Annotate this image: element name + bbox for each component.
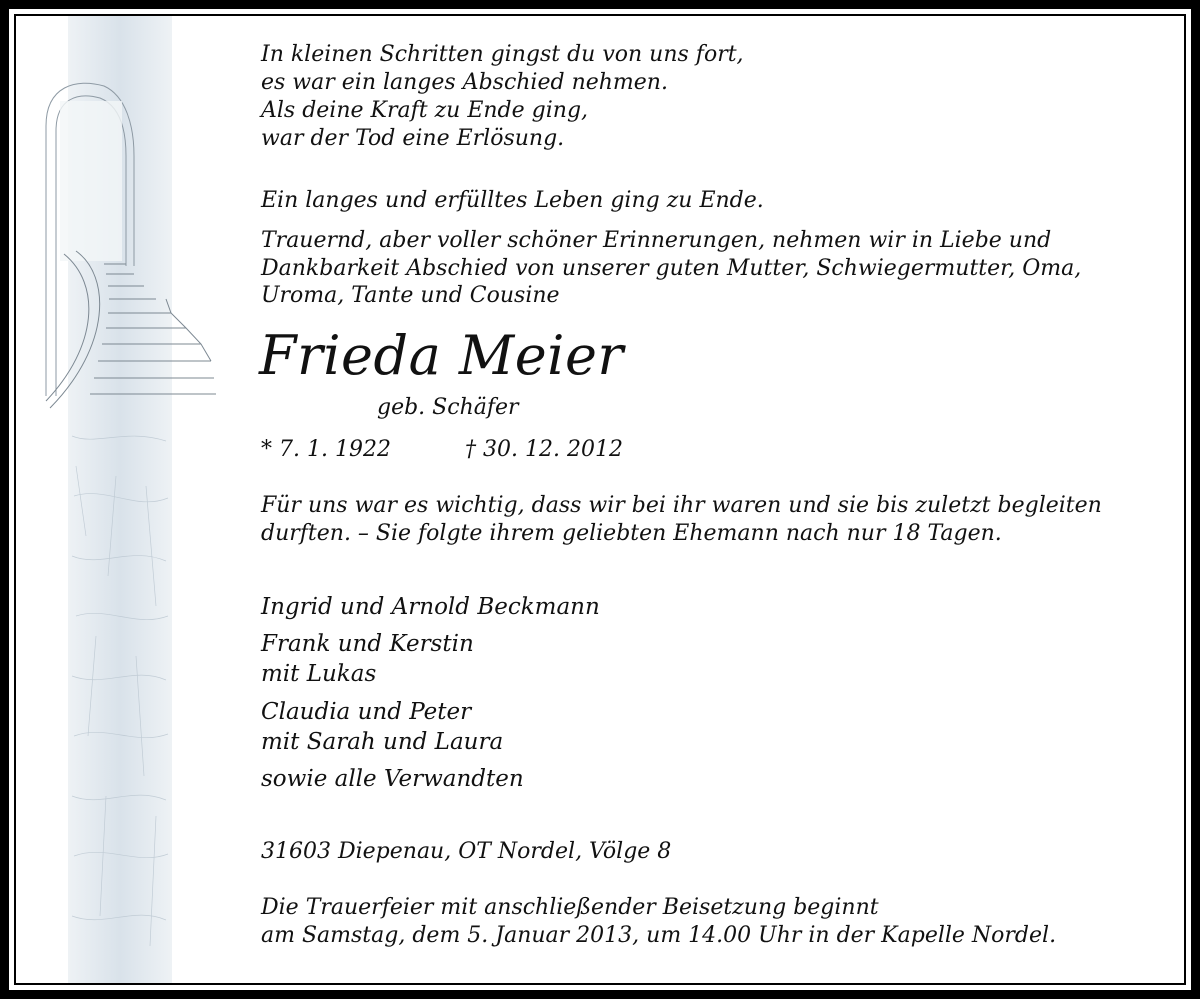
statement-line: durften. – Sie folgte ihrem geliebten Ehemann nach nur 18 Tagen. [261, 520, 1002, 546]
poem-line: Als deine Kraft zu Ende ging, [261, 98, 589, 123]
ceremony-line: Die Trauerfeier mit anschließender Beisetzung beginnt [261, 895, 879, 920]
ceremony-line: am Samstag, dem 5. Januar 2013, um 14.00 Uhr in der Kapelle Nordel. [261, 922, 1057, 948]
family-member: Claudia und Peter [261, 699, 472, 725]
statement [261, 492, 1102, 547]
family-member: Frank und Kerstin [261, 631, 474, 657]
mourning-line: Trauernd, aber voller schöner Erinnerungen, nehmen wir in Liebe und [261, 228, 1052, 253]
staircase-illustration [16, 16, 216, 983]
deceased-name: Frieda Meier [259, 324, 624, 387]
birth-date: * 7. 1. 1922 [261, 437, 391, 462]
intro-sentence: Ein langes und erfülltes Leben ging zu Ende. [261, 188, 764, 213]
family-member: Ingrid und Arnold Beckmann [261, 594, 600, 620]
poem-line: In kleinen Schritten gingst du von uns fort, [261, 42, 744, 67]
address: 31603 Diepenau, OT Nordel, Völge 8 [261, 839, 672, 864]
ceremony-info [261, 894, 1056, 949]
poem-line: es war ein langes Abschied nehmen. [261, 70, 668, 95]
mourning-line: Uroma, Tante und Cousine [261, 283, 560, 308]
family-member: mit Lukas [261, 661, 377, 687]
statement-line: Für uns war es wichtig, dass wir bei ihr waren und sie bis zuletzt begleiten [261, 493, 1102, 518]
mourning-line: Dankbarkeit Abschied von unserer guten Mutter, Schwiegermutter, Oma, [261, 255, 1082, 281]
family-member: sowie alle Verwandten [261, 766, 524, 792]
mourning-text [261, 227, 1081, 310]
poem-line: war der Tod eine Erlösung. [261, 126, 565, 151]
poem [261, 41, 744, 153]
family-member: mit Sarah und Laura [261, 729, 504, 755]
birth-name: geb. Schäfer [377, 395, 519, 420]
death-date: † 30. 12. 2012 [465, 437, 623, 462]
